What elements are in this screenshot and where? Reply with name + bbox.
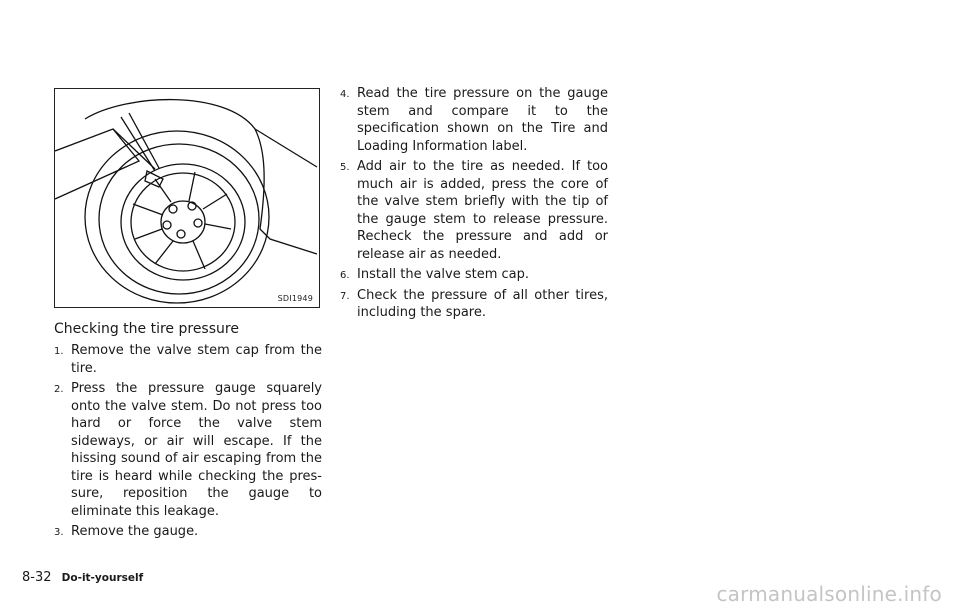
step-text: Check the pressure of all other tires, including the spare. bbox=[357, 287, 608, 320]
step-text: Remove the valve stem cap from the tire. bbox=[71, 343, 322, 376]
step-text: Press the pressure gauge squarely onto the valve stem. Do not press too hard or force the valve stem sideways, or air will escape. If the hissing sound of air escaping from the tire is heard while checking the pres-sure, reposition the gauge to eliminate this leakage. bbox=[71, 381, 322, 519]
step-7 bbox=[340, 287, 608, 322]
step-text: Remove the gauge. bbox=[71, 524, 199, 539]
page-footer bbox=[22, 570, 143, 585]
left-column bbox=[54, 320, 322, 544]
right-column bbox=[340, 85, 608, 325]
step-number: 7. bbox=[340, 290, 350, 302]
tire-with-gauge-drawing bbox=[55, 89, 319, 307]
step-3 bbox=[54, 523, 322, 541]
step-6 bbox=[340, 266, 608, 284]
step-number: 3. bbox=[54, 527, 64, 538]
step-number: 2. bbox=[54, 384, 64, 395]
tire-gauge-illustration bbox=[54, 88, 320, 308]
step-1 bbox=[54, 342, 322, 377]
step-text: Add air to the tire as needed. If too much air is added, press the core of the valve stem briefly with the tip of the gauge stem to release pressure. Recheck the pressure and add or release air as needed. bbox=[357, 159, 608, 262]
step-number: 6. bbox=[340, 270, 350, 281]
step-number: 1. bbox=[54, 346, 64, 357]
step-text: Install the valve stem cap. bbox=[357, 267, 529, 282]
step-number: 5. bbox=[340, 162, 350, 173]
step-4 bbox=[340, 85, 608, 155]
section-heading: Checking the tire pressure bbox=[54, 321, 239, 337]
page-number: 8-32 bbox=[22, 570, 52, 585]
step-2 bbox=[54, 380, 322, 520]
step-text: Read the tire pressure on the gauge stem and compare it to the specification shown on the Tire and Loading Information label. bbox=[357, 86, 608, 154]
figure-code: SDI1949 bbox=[277, 294, 313, 303]
step-5 bbox=[340, 158, 608, 263]
watermark: carmanualsonline.info bbox=[716, 582, 942, 606]
step-number: 4. bbox=[340, 89, 350, 100]
footer-section-title: Do-it-yourself bbox=[61, 572, 144, 584]
